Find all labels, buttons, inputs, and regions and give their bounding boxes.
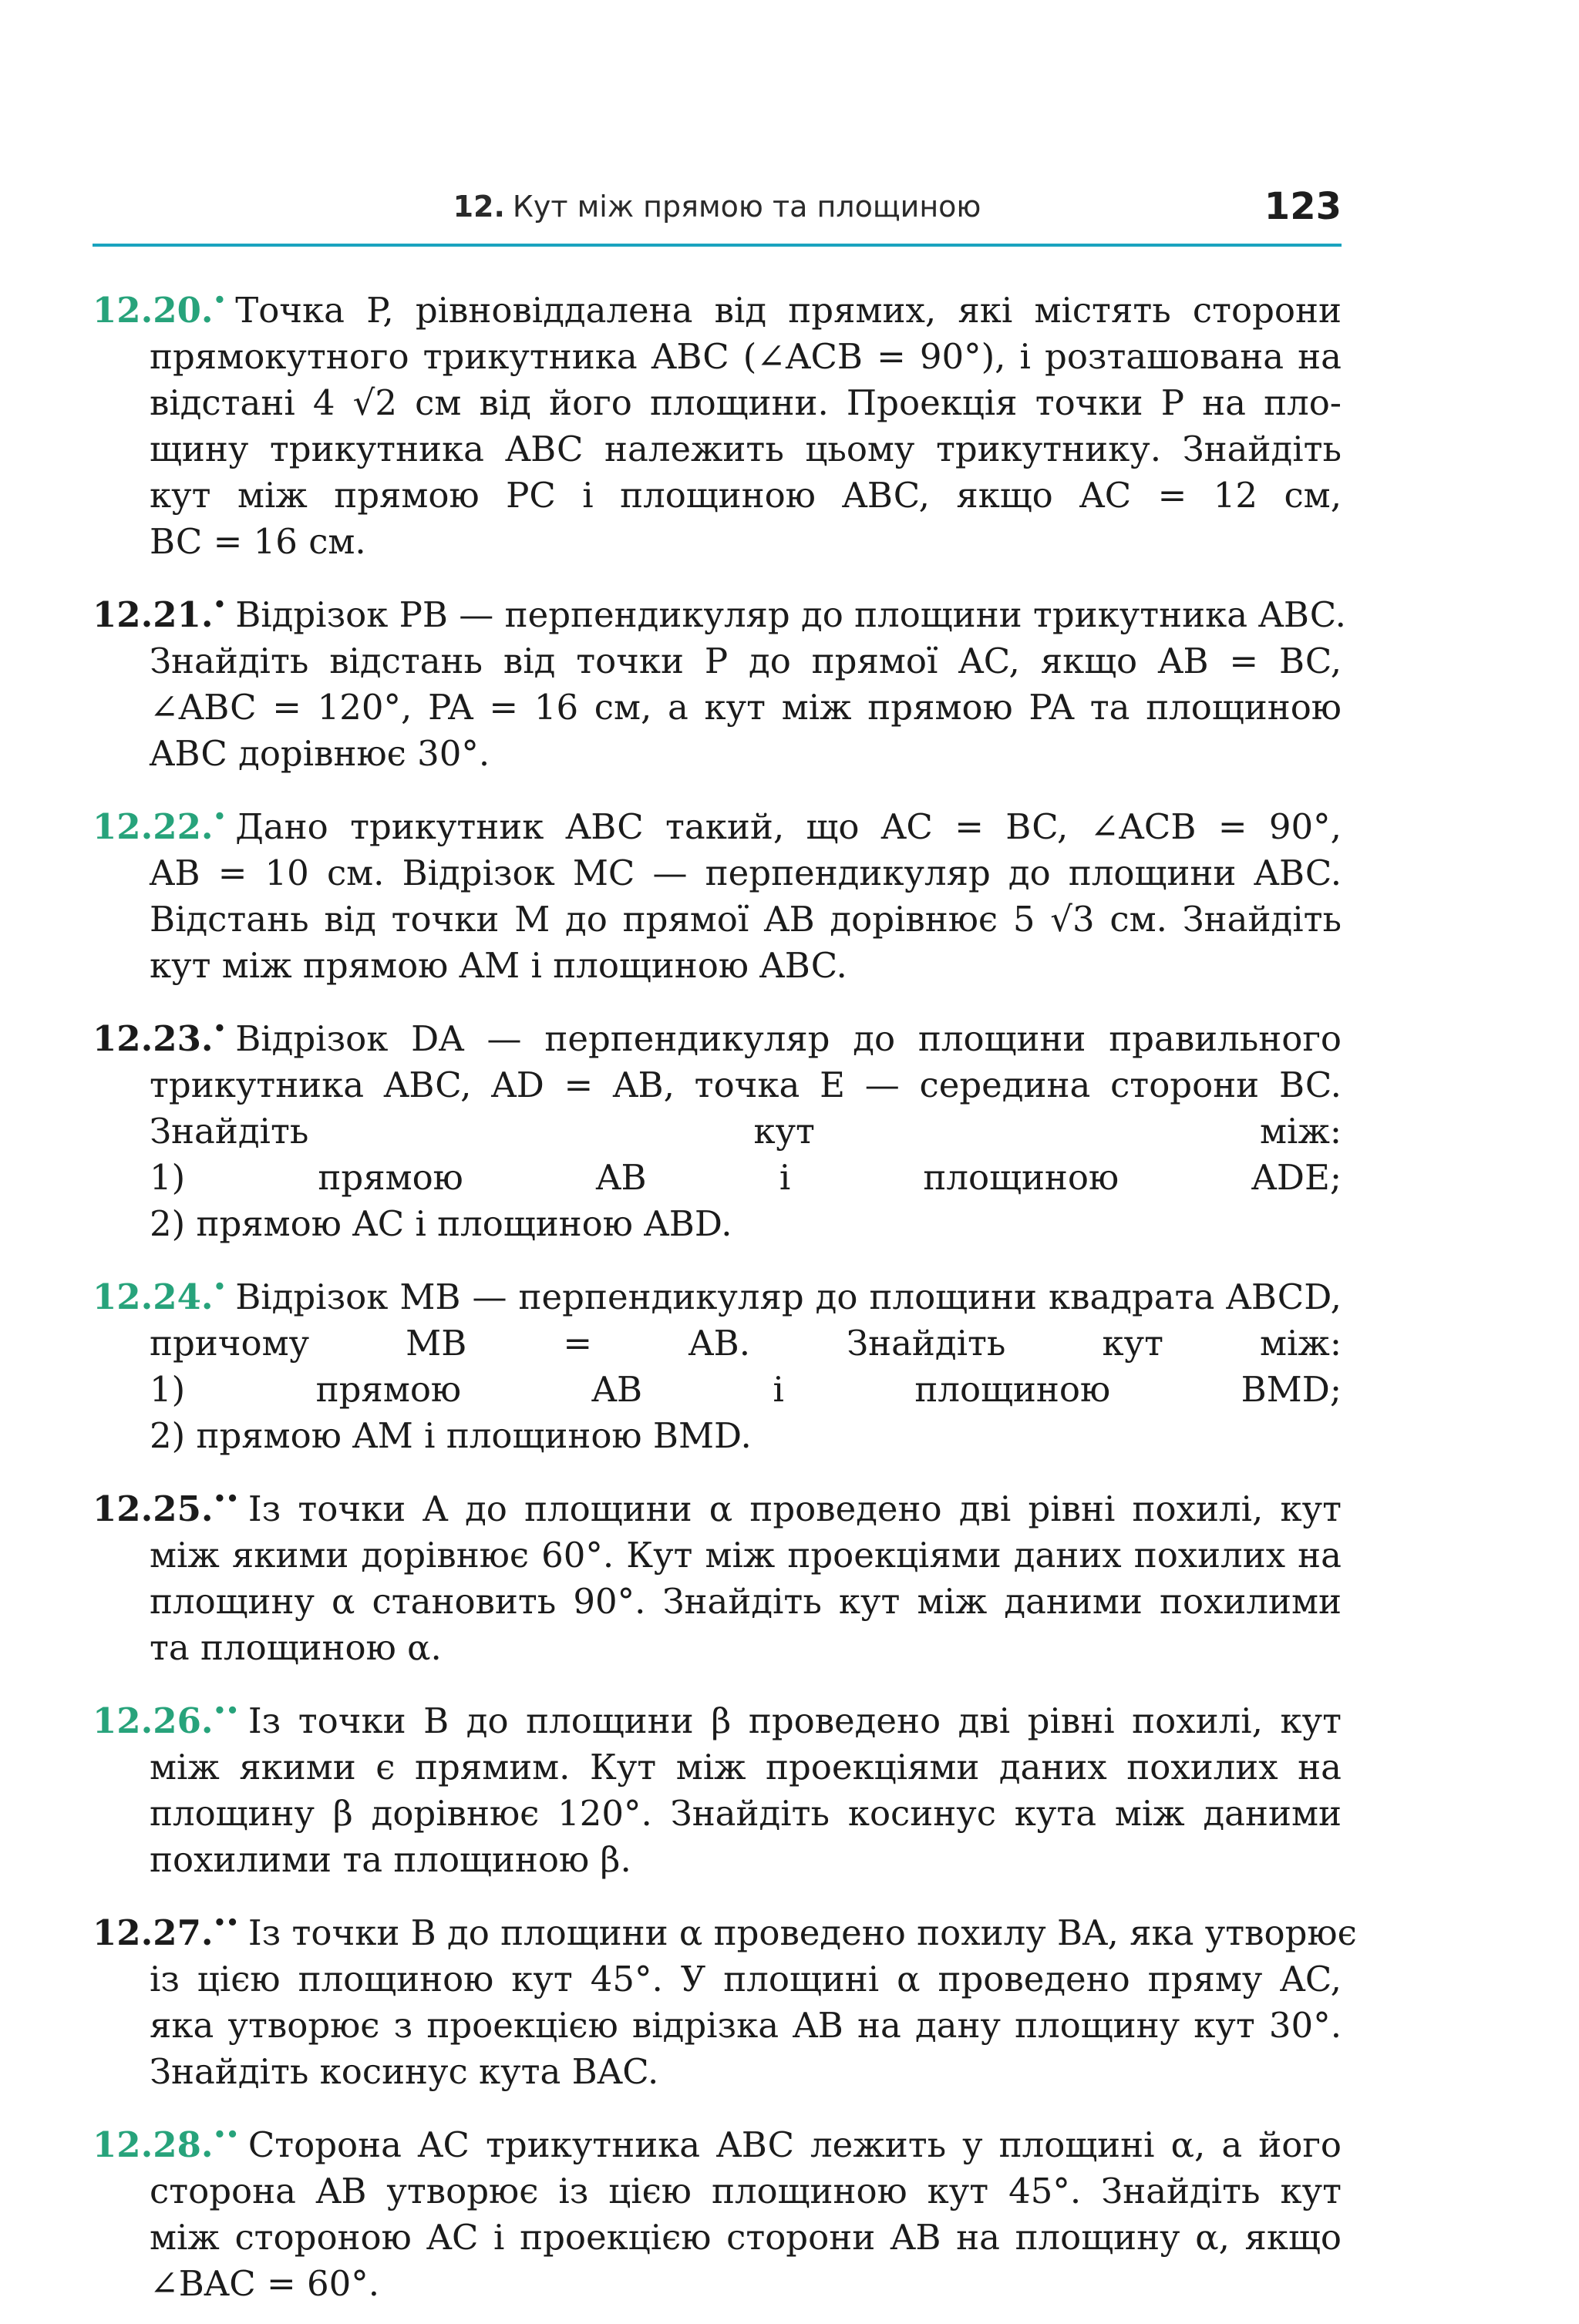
problem-number [93, 1476, 239, 1532]
problem-number-text: 12.26. [93, 1700, 214, 1741]
problem-number [93, 1264, 226, 1320]
problem-text: BC = 16 см. [150, 521, 366, 562]
problem-12-21 [93, 582, 1346, 777]
header-divider [93, 244, 1342, 247]
problem-line [93, 1688, 1342, 1744]
problem-text: із цією площиною кут 45°. У площині α проведено пряму AC, [150, 1959, 1342, 1999]
problem-line [150, 2215, 1342, 2261]
problem-text: між стороною AC і проекцією сторони AB на площину α, якщо [150, 2217, 1342, 2258]
problem-text: прямокутного трикутника ABC (∠ACB = 90°), і розташована на [150, 336, 1342, 377]
problem-line [150, 1532, 1342, 1579]
problem-text: Відрізок PB — перпендикуляр до площини трикутника ABC. [235, 594, 1346, 635]
problem-text: сторона AB утворює із цією площиною кут 45°. Знайдіть кут [150, 2171, 1342, 2211]
difficulty-mark: •• [213, 1488, 239, 1511]
problem-line [150, 1837, 1342, 1883]
problem-line [150, 684, 1342, 731]
problem-text: кут між прямою AM і площиною ABC. [150, 945, 847, 986]
problem-line [150, 1956, 1342, 2003]
problem-line [150, 1579, 1342, 1625]
problem-line [150, 2003, 1342, 2049]
problem-text: яка утворює з проекцією відрізка AB на дану площину кут 30°. [150, 2005, 1342, 2046]
problem-text: Із точки B до площини α проведено похилу BA, яка утворює [247, 1912, 1357, 1953]
difficulty-mark: • [213, 594, 227, 617]
problem-text: площину β дорівнює 120°. Знайдіть косинус кута між даними [150, 1793, 1342, 1834]
difficulty-mark: • [213, 289, 227, 312]
problem-text: між якими є прямим. Кут між проекціями даних похилих на [150, 1747, 1342, 1788]
section-title [93, 190, 1342, 224]
problem-text: Відстань від точки M до прямої AB дорівнює 5 √3 см. Знайдіть [150, 899, 1342, 940]
problem-text: 1) прямою AB і площиною BMD; [150, 1369, 1342, 1410]
problem-text: Із точки A до площини α проведено дві рівні похилі, кут [247, 1488, 1342, 1529]
problem-number-text: 12.24. [93, 1276, 214, 1317]
problem-line [150, 1791, 1342, 1837]
problem-text: 1) прямою AB і площиною ADE; [150, 1157, 1342, 1198]
problem-number [93, 1688, 239, 1744]
problem-text: щину трикутника ABC належить цьому трикутнику. Знайдіть [150, 429, 1342, 469]
problem-number-text: 12.22. [93, 806, 214, 847]
problem-line [150, 334, 1342, 380]
problem-text: похилими та площиною β. [150, 1839, 631, 1880]
problem-list [93, 277, 1357, 2324]
problem-line [150, 850, 1342, 896]
problem-line [150, 426, 1342, 473]
problem-number [93, 2112, 239, 2168]
difficulty-mark: • [213, 1017, 227, 1041]
problem-text: Знайдіть кут між: [150, 1111, 1342, 1152]
problem-line [150, 638, 1342, 684]
problem-text: Точка P, рівновіддалена від прямих, які містять сторони [235, 290, 1342, 331]
difficulty-mark: •• [213, 1700, 239, 1723]
problem-line [150, 1108, 1342, 1155]
problem-text: відстані 4 √2 см від його площини. Проекція точки P на пло- [150, 382, 1342, 423]
problem-line [150, 731, 1342, 777]
problem-text: трикутника ABC, AD = AB, точка E — середина сторони BC. [150, 1064, 1342, 1105]
problem-text: Відрізок DA — перпендикуляр до площини правильного [235, 1018, 1342, 1059]
problem-text: площину α становить 90°. Знайдіть кут між даними похилими [150, 1581, 1342, 1622]
problem-text: кут між прямою PC і площиною ABC, якщо AC = 12 см, [150, 475, 1342, 516]
problem-line [150, 896, 1342, 943]
problem-12-28 [93, 2112, 1342, 2307]
problem-line [150, 1201, 1342, 1247]
difficulty-mark: •• [213, 1912, 239, 1935]
page-header [93, 182, 1342, 247]
problem-12-25 [93, 1476, 1342, 1671]
problem-text: 2) прямою AM і площиною BMD. [150, 1415, 752, 1456]
problem-number [93, 1900, 239, 1956]
problem-text: ∠BAC = 60°. [150, 2263, 380, 2304]
problem-line [150, 473, 1342, 519]
difficulty-mark: • [213, 805, 227, 829]
problem-line [93, 1476, 1342, 1532]
problem-number-text: 12.28. [93, 2124, 214, 2165]
problem-number [93, 582, 226, 638]
problem-text: ∠ABC = 120°, PA = 16 см, а кут між прямою PA та площиною [150, 687, 1342, 728]
problem-line [150, 1413, 1342, 1459]
problem-line [150, 1744, 1342, 1791]
difficulty-mark: •• [213, 2124, 239, 2147]
problem-line [93, 277, 1342, 334]
problem-12-26 [93, 1688, 1342, 1883]
section-title-text: Кут між прямою та площиною [512, 190, 981, 224]
page-number: 123 [1264, 185, 1342, 228]
problem-line [93, 1264, 1342, 1320]
problem-text: причому MB = AB. Знайдіть кут між: [150, 1323, 1342, 1364]
problem-text: Відрізок MB — перпендикуляр до площини квадрата ABCD, [235, 1276, 1342, 1317]
problem-12-23 [93, 1006, 1342, 1247]
problem-text: ABC дорівнює 30°. [150, 733, 490, 774]
problem-text: та площиною α. [150, 1627, 442, 1668]
problem-number [93, 277, 226, 334]
problem-text: 2) прямою AC і площиною ABD. [150, 1203, 732, 1244]
problem-text: Знайдіть косинус кута BAC. [150, 2051, 659, 2092]
problem-line [150, 519, 1342, 565]
problem-number [93, 794, 226, 850]
problem-line [150, 2049, 1342, 2095]
problem-number-text: 12.25. [93, 1488, 214, 1529]
problem-line [150, 1367, 1342, 1413]
problem-line [93, 2112, 1342, 2168]
problem-text: Сторона AC трикутника ABC лежить у площині α, а його [247, 2124, 1342, 2165]
problem-text: AB = 10 см. Відрізок MC — перпендикуляр до площини ABC. [150, 853, 1342, 893]
problem-number-text: 12.21. [93, 594, 214, 635]
difficulty-mark: • [213, 1276, 227, 1299]
problem-text: Дано трикутник ABC такий, що AC = BC, ∠ACB = 90°, [235, 806, 1342, 847]
problem-text: Із точки B до площини β проведено дві рівні похилі, кут [247, 1700, 1342, 1741]
problem-line [150, 943, 1342, 989]
problem-line [93, 1006, 1342, 1062]
problem-number [93, 1006, 226, 1062]
problem-line [150, 380, 1342, 426]
problem-text: між якими дорівнює 60°. Кут між проекціями даних похилих на [150, 1535, 1342, 1576]
problem-line [93, 794, 1342, 850]
problem-line [150, 1320, 1342, 1367]
problem-12-24 [93, 1264, 1342, 1459]
problem-12-27 [93, 1900, 1357, 2095]
problem-number-text: 12.20. [93, 290, 214, 331]
problem-12-22 [93, 794, 1342, 989]
problem-line [150, 2168, 1342, 2215]
section-number: 12. [453, 190, 505, 224]
problem-line [150, 1062, 1342, 1108]
problem-line [150, 1625, 1342, 1671]
problem-text: Знайдіть відстань від точки P до прямої AC, якщо AB = BC, [150, 641, 1342, 681]
problem-line [150, 1155, 1342, 1201]
problem-number-text: 12.23. [93, 1018, 214, 1059]
problem-line [93, 1900, 1357, 1956]
problem-line [150, 2261, 1342, 2307]
problem-12-20 [93, 277, 1342, 565]
problem-line [93, 582, 1346, 638]
problem-number-text: 12.27. [93, 1912, 214, 1953]
